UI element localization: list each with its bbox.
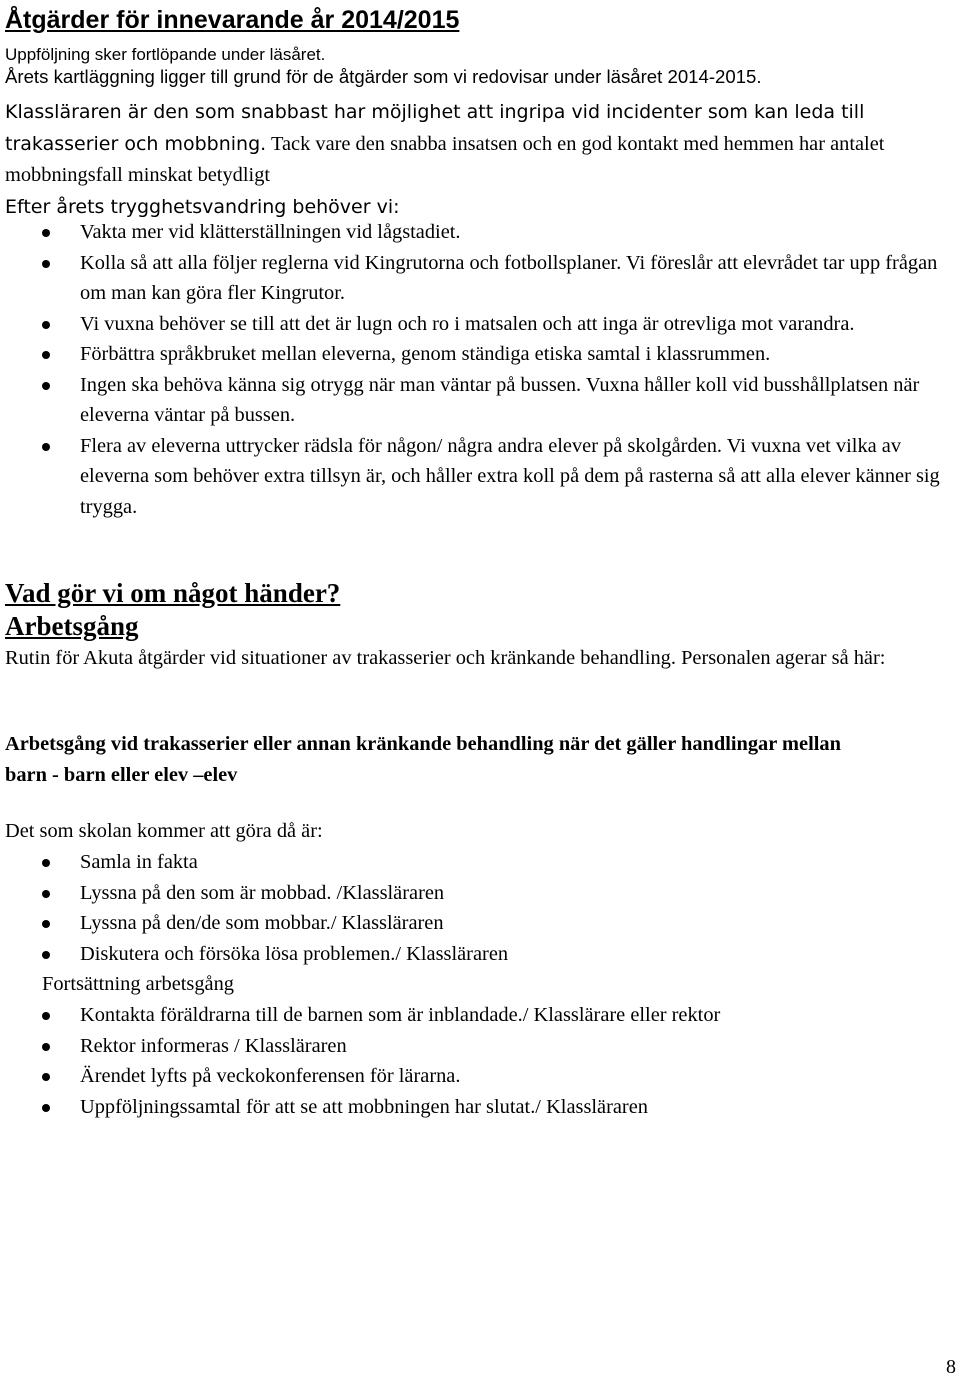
list-item [5,217,955,248]
immediate-steps-list [5,847,955,969]
list-item [5,847,955,878]
list-item-text: Lyssna på den som är mobbad. /Klassläraren [80,881,445,904]
bullet-icon [42,1043,50,1051]
followup-steps-list [5,1000,955,1122]
bullet-icon [42,1073,50,1081]
bullet-icon [42,1012,50,1020]
list-item [5,908,955,939]
bullet-icon [42,321,50,329]
bullet-icon [42,951,50,959]
list-item [5,339,955,370]
list-item-text: Ärendet lyfts på veckokonferensen för lärarna. [80,1065,461,1087]
bullet-icon [42,351,50,359]
bullet-icon [42,260,50,268]
list-item [5,309,955,340]
routine-paragraph: Rutin för Akuta åtgärder vid situationer av trakasserier och kränkande behandling. Personalen agerar så här: [5,647,886,669]
list-item-text: Vakta mer vid klätterställningen vid lågstadiet. [80,221,461,243]
list-item [5,1061,955,1092]
list-item [5,878,955,909]
list-item-text: Rektor informeras / Klassläraren [80,1034,347,1057]
list-item [5,248,955,309]
intro-serif-text: Tack vare den snabba insatsen och en god kontakt med hemmen har antalet mobbningsfall minskat betydligt [5,132,885,186]
actions-list [5,217,955,522]
list-item-text: Diskutera och försöka lösa problemen./ Klassläraren [80,942,509,965]
bullet-icon [42,1104,50,1112]
list-item-text: Ingen ska behöva känna sig otrygg när man väntar på bussen. Vuxna håller koll vid busshållplatsen när eleverna väntar på bussen. [80,373,920,426]
workflow-bold-heading: Arbetsgång vid trakasserier eller annan kränkande behandling när det gäller handlingar mellan barn - barn eller elev –elev [5,733,841,786]
intro-tail-text: Efter årets trygghetsvandring behöver vi: [5,195,400,218]
list-item [5,1000,955,1031]
bullet-icon [42,920,50,928]
list-item [5,1031,955,1062]
survey-line: Årets kartläggning ligger till grund för de åtgärder som vi redovisar under läsåret 2014-2015. [5,66,762,87]
school-does-line: Det som skolan kommer att göra då är: [5,820,323,842]
list-item [5,939,955,970]
continuation-line: Fortsättning arbetsgång [42,973,234,995]
intro-sans-text: Klassläraren är den som snabbast har möjlighet att ingripa vid incidenter som kan leda till trakasserier och mobbning. [5,101,865,155]
list-item-text: Samla in fakta [80,851,198,873]
bullet-icon [42,890,50,898]
list-item [5,1092,955,1123]
list-item-text: Lyssna på den/de som mobbar./ Klassläraren [80,912,444,934]
page-number: 8 [946,1356,956,1378]
bullet-icon [42,443,50,451]
bullet-icon [42,382,50,390]
list-item-text: Kolla så att alla följer reglerna vid Kingrutorna och fotbollsplaner. Vi föreslår att elevrådet tar upp frågan om man kan göra fler Kingrutor. [80,251,938,304]
list-item-text: Vi vuxna behöver se till att det är lugn och ro i matsalen och att inga är otrevliga mot varandra. [80,312,855,335]
bullet-icon [42,229,50,237]
list-item-text: Flera av eleverna uttrycker rädsla för någon/ några andra elever på skolgården. Vi vuxna vet vilka av eleverna som behöver extra tillsyn är, och håller extra koll på dem på rasterna så att alla elever känner sig trygga. [80,434,940,518]
list-item-text: Uppföljningssamtal för att se att mobbningen har slutat./ Klassläraren [80,1095,648,1118]
what-happens-heading: Vad gör vi om något händer? [5,578,341,608]
section-title: Åtgärder för innevarande år 2014/2015 [5,6,460,34]
workflow-heading: Arbetsgång [5,611,139,641]
intro-paragraph [5,96,955,222]
bullet-icon [42,859,50,867]
list-item [5,431,955,523]
list-item [5,370,955,431]
followup-line: Uppföljning sker fortlöpande under läsåret. [5,45,326,64]
list-item-text: Kontakta föräldrarna till de barnen som är inblandade./ Klasslärare eller rektor [80,1004,721,1026]
list-item-text: Förbättra språkbruket mellan eleverna, genom ständiga etiska samtal i klassrummen. [80,343,771,365]
